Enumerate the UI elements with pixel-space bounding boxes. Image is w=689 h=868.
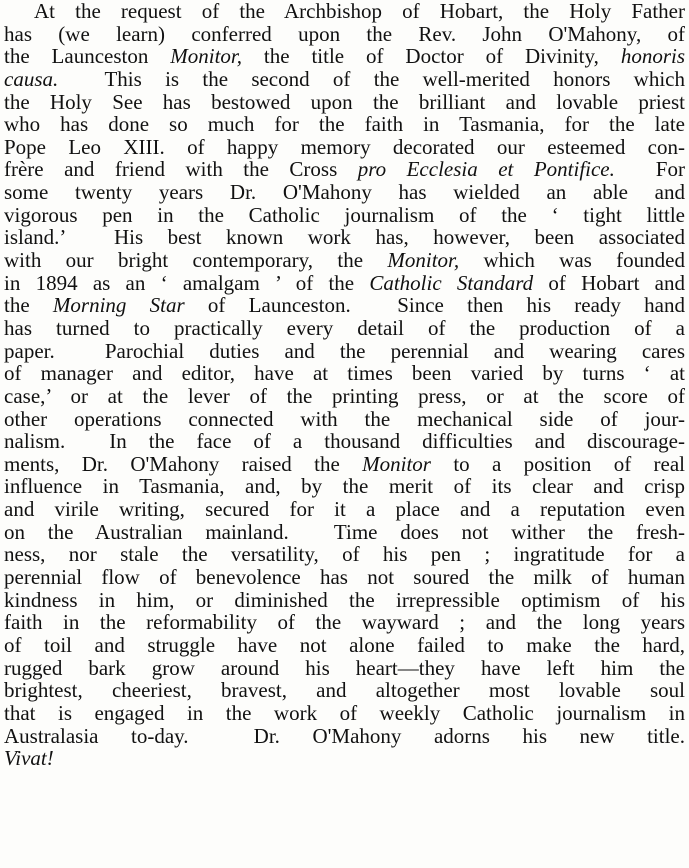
text-line <box>4 543 685 566</box>
text-segment: in 1894 as an ‘ amalgam ’ of the <box>4 270 370 295</box>
text-segment: other operations connected with the mechanical side of jour- <box>4 406 685 431</box>
text-line <box>4 475 685 498</box>
text-segment: the title of Doctor of Divinity, <box>242 44 621 69</box>
text-segment: kindness in him, or diminished the irrepressible optimism of his <box>4 587 685 612</box>
text-segment: influence in Tasmania, and, by the merit of its clear and crisp <box>4 474 685 499</box>
text-line <box>4 634 685 657</box>
text-line <box>4 158 685 181</box>
text-line <box>4 294 685 317</box>
text-line <box>4 272 685 295</box>
text-segment: case,’ or at the lever of the printing press, or at the score of <box>4 383 685 408</box>
text-line <box>4 0 685 23</box>
text-segment: of Launceston. Since then his ready hand <box>184 293 685 318</box>
text-segment: Australasia to-day. Dr. O'Mahony adorns his new title. <box>4 723 685 748</box>
text-segment: perennial flow of benevolence has not soured the milk of human <box>4 565 685 590</box>
italic-text-segment: Vivat! <box>4 746 54 771</box>
text-line <box>4 453 685 476</box>
text-line <box>4 430 685 453</box>
text-line <box>4 226 685 249</box>
text-line <box>4 385 685 408</box>
text-segment: who has done so much for the faith in Tasmania, for the late <box>4 112 685 137</box>
text-segment: of Hobart and <box>533 270 686 295</box>
text-segment: faith in the reformability of the wayward ; and the long years <box>4 610 685 635</box>
text-line <box>4 340 685 363</box>
text-segment: At the request of the Archbishop of Hobart, the Holy Father <box>34 0 685 23</box>
text-segment: For <box>614 157 685 182</box>
text-line <box>4 317 685 340</box>
text-line <box>4 566 685 589</box>
text-segment: ness, nor stale the versatility, of his pen ; ingratitude for a <box>4 542 685 567</box>
italic-text-segment: Monitor, <box>170 44 243 69</box>
text-line <box>4 113 685 136</box>
text-segment: the <box>4 293 53 318</box>
italic-text-segment: pro Ecclesia et Pontifice. <box>357 157 615 182</box>
italic-text-segment: causa. <box>4 66 59 91</box>
text-segment: of toil and struggle have not alone failed to make the hard, <box>4 632 685 657</box>
text-line <box>4 68 685 91</box>
text-segment: that is engaged in the work of weekly Catholic journalism in <box>4 700 685 725</box>
text-segment: frère and friend with the Cross <box>4 157 358 182</box>
text-line <box>4 725 685 748</box>
text-segment: on the Australian mainland. Time does not wither the fresh- <box>4 519 685 544</box>
text-line <box>4 45 685 68</box>
text-segment: the Launceston <box>4 44 171 69</box>
text-segment: to a position of real <box>430 451 686 476</box>
text-line <box>4 702 685 725</box>
text-segment: This is the second of the well-merited honors which <box>58 66 685 91</box>
text-line <box>4 589 685 612</box>
text-line <box>4 91 685 114</box>
text-segment: ments, Dr. O'Mahony raised the <box>4 451 363 476</box>
article-text <box>4 0 685 770</box>
text-segment: the Holy See has bestowed upon the brilliant and lovable priest <box>4 89 685 114</box>
italic-text-segment: Catholic Standard <box>369 270 534 295</box>
text-line <box>4 611 685 634</box>
text-segment: has turned to practically every detail of the production of a <box>4 315 685 340</box>
text-line <box>4 249 685 272</box>
text-segment: which was founded <box>459 248 685 273</box>
text-line <box>4 136 685 159</box>
italic-text-segment: honoris <box>620 44 685 69</box>
text-line <box>4 521 685 544</box>
text-segment: and virile writing, secured for it a place and a reputation even <box>4 497 685 522</box>
text-segment: brightest, cheeriest, bravest, and altogether most lovable soul <box>4 678 685 703</box>
text-line <box>4 679 685 702</box>
italic-text-segment: Monitor, <box>387 248 460 273</box>
text-segment: some twenty years Dr. O'Mahony has wielded an able and <box>4 180 685 205</box>
text-segment: rugged bark grow around his heart—they have left him the <box>4 655 685 680</box>
text-segment: of manager and editor, have at times been varied by turns ‘ at <box>4 361 685 386</box>
text-line <box>4 23 685 46</box>
text-segment: Pope Leo XIII. of happy memory decorated our esteemed con- <box>4 134 685 159</box>
text-line <box>4 657 685 680</box>
italic-text-segment: Monitor <box>362 451 431 476</box>
text-segment: has (we learn) conferred upon the Rev. John O'Mahony, of <box>4 21 685 46</box>
text-line <box>4 747 685 770</box>
italic-text-segment: Morning Star <box>52 293 185 318</box>
text-segment: with our bright contemporary, the <box>4 248 388 273</box>
text-segment: island.’ His best known work has, however, been associated <box>4 225 685 250</box>
text-line <box>4 408 685 431</box>
text-line <box>4 181 685 204</box>
text-segment: paper. Parochial duties and the perennial and wearing cares <box>4 338 685 363</box>
text-line <box>4 362 685 385</box>
text-segment: nalism. In the face of a thousand difficulties and discourage- <box>4 429 685 454</box>
text-line <box>4 204 685 227</box>
text-segment: vigorous pen in the Catholic journalism of the ‘ tight little <box>4 202 685 227</box>
text-line <box>4 498 685 521</box>
